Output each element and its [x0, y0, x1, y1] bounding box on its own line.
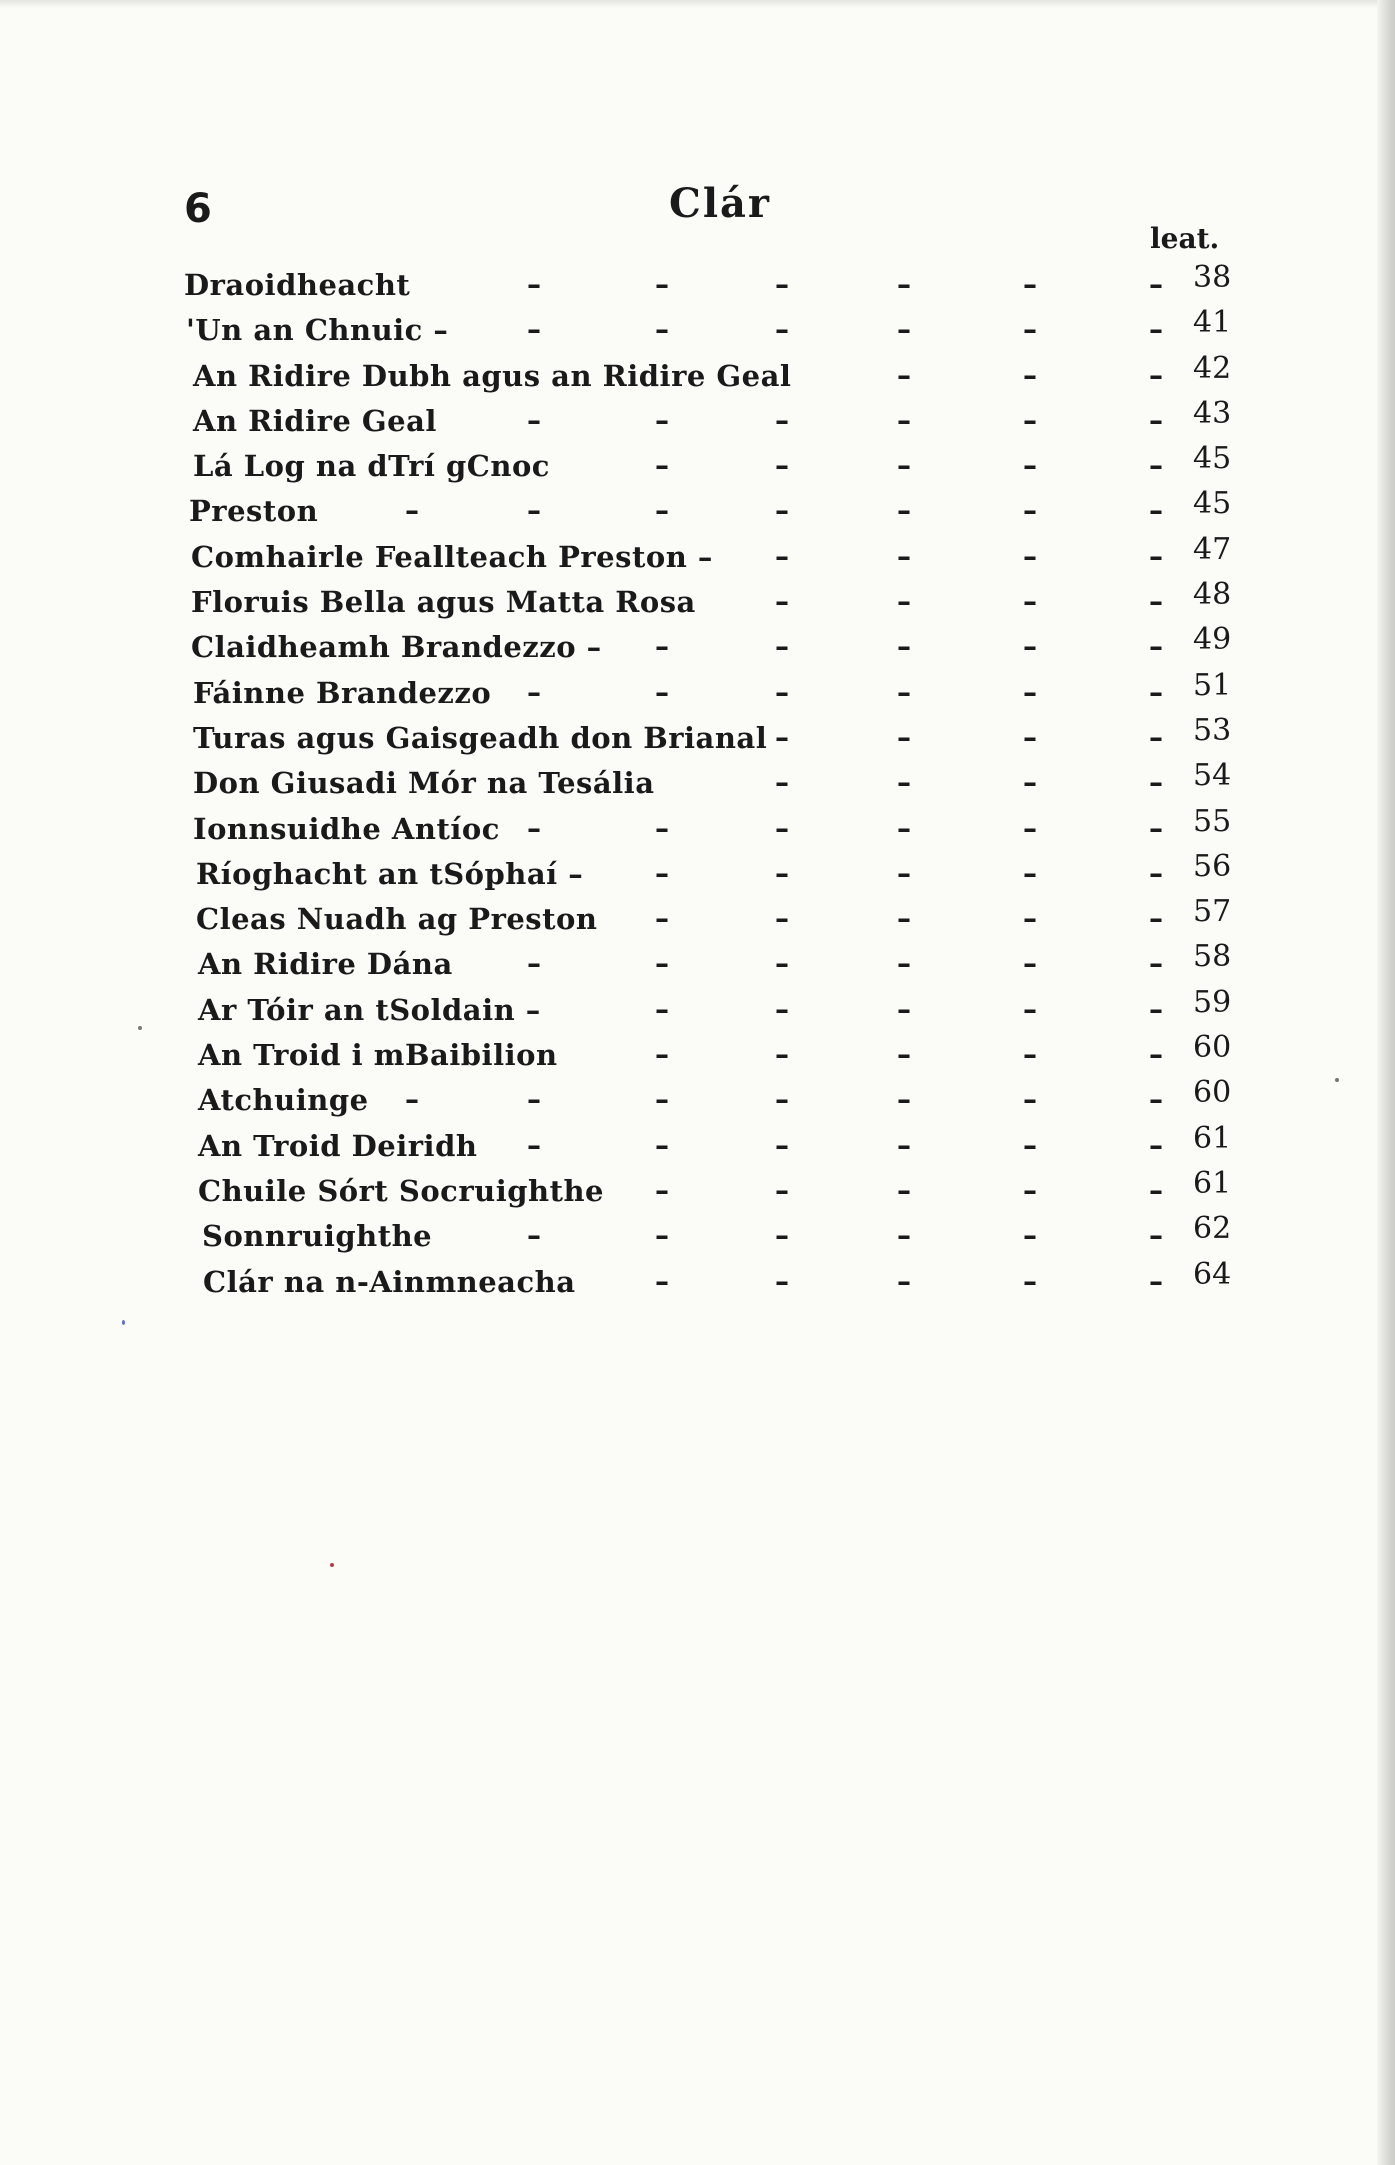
leader-dash: –	[897, 630, 911, 664]
page-title: Clár	[668, 180, 772, 227]
leader-dash: –	[775, 675, 789, 709]
leader-dash: –	[527, 811, 541, 845]
toc-row	[0, 1075, 1395, 1128]
leader-dash: –	[1149, 539, 1163, 573]
leader-dash: –	[655, 403, 669, 437]
leader-dash: –	[775, 313, 789, 347]
toc-page-number: 45	[1193, 486, 1232, 522]
leader-dash: –	[897, 1128, 911, 1162]
toc-entry-title: Comhairle Feallteach Preston –	[191, 539, 713, 574]
leader-dash: –	[1149, 992, 1163, 1026]
leader-dash: –	[897, 902, 911, 936]
leader-dash: –	[655, 1264, 669, 1298]
toc-entry-title: An Ridire Dubh agus an Ridire Geal	[193, 358, 792, 393]
toc-row	[0, 848, 1395, 902]
leader-dash: –	[1023, 1264, 1037, 1298]
leader-dash: –	[527, 1219, 541, 1253]
leader-dash: –	[775, 268, 789, 301]
leader-dash: –	[1023, 720, 1037, 754]
toc-row	[0, 712, 1395, 766]
paper-speck	[138, 1026, 142, 1030]
page-top-edge	[0, 0, 1395, 8]
leader-dash: –	[655, 449, 669, 483]
leader-dash: –	[1023, 1128, 1037, 1162]
leader-dash: –	[775, 720, 789, 754]
paper-speck	[1335, 1078, 1339, 1082]
leader-dash: –	[655, 675, 669, 709]
leader-dash: –	[1149, 358, 1163, 392]
leader-dash: –	[775, 811, 789, 845]
leader-dash: –	[1149, 720, 1163, 754]
leader-dash: –	[1149, 856, 1163, 890]
leader-dash: –	[1149, 449, 1163, 483]
toc-row	[0, 1120, 1395, 1174]
leader-dash: –	[775, 539, 789, 573]
leader-dash: –	[1149, 1173, 1163, 1207]
toc-page-number: 57	[1193, 894, 1232, 930]
leader-dash: –	[1023, 585, 1037, 619]
leader-dash: –	[1023, 992, 1037, 1026]
toc-row	[0, 350, 1395, 404]
leader-dash: –	[1023, 358, 1037, 392]
leader-dash: –	[1149, 630, 1163, 664]
leader-dash: –	[1023, 947, 1037, 981]
leader-dash: –	[1149, 1264, 1163, 1298]
leader-dash: –	[775, 1173, 789, 1207]
toc-page-number: 59	[1193, 984, 1232, 1020]
toc-page-number: 54	[1193, 758, 1232, 794]
leader-dash: –	[655, 811, 669, 845]
toc-page-number: 60	[1193, 1030, 1232, 1066]
toc-row	[0, 441, 1395, 494]
toc-row	[0, 1030, 1395, 1083]
toc-entry-title: 'Un an Chnuic –	[186, 313, 449, 348]
leader-dash: –	[1149, 268, 1163, 301]
leader-dash: –	[775, 1038, 789, 1072]
toc-entry-title: Clár na n-Ainmneacha	[203, 1264, 576, 1299]
leader-dash: –	[1023, 268, 1037, 301]
toc-entry-title: Atchuinge	[198, 1083, 369, 1118]
toc-page-number: 45	[1193, 441, 1232, 477]
leader-dash: –	[775, 1264, 789, 1298]
toc-row	[0, 531, 1395, 585]
toc-entry-title: Sonnruighthe	[202, 1219, 433, 1254]
leader-dash: –	[527, 1128, 541, 1162]
leader-dash: –	[1149, 675, 1163, 709]
toc-page-number: 62	[1193, 1211, 1232, 1247]
leader-dash: –	[775, 494, 789, 528]
leader-dash: –	[897, 720, 911, 754]
leader-dash: –	[1149, 902, 1163, 936]
leader-dash: –	[527, 947, 541, 981]
leader-dash: –	[1023, 630, 1037, 664]
toc-entry-title: Draoidheacht	[184, 268, 411, 302]
leader-dash: –	[1023, 1219, 1037, 1253]
leader-dash: –	[1149, 585, 1163, 619]
toc-page-number: 61	[1193, 1120, 1232, 1156]
toc-page-number: 43	[1193, 395, 1232, 431]
toc-entry-title: Fáinne Brandezzo	[193, 675, 492, 710]
leader-dash: –	[897, 403, 911, 437]
toc-entry-title: Lá Log na dTrí gCnoc	[193, 449, 550, 484]
toc-row	[0, 1165, 1395, 1219]
leader-dash: –	[527, 675, 541, 709]
toc-row	[0, 803, 1395, 857]
leader-dash: –	[1023, 539, 1037, 573]
leader-dash: –	[897, 539, 911, 573]
toc-row	[0, 622, 1395, 675]
toc-page-number: 42	[1193, 350, 1232, 386]
toc-row	[0, 758, 1395, 811]
toc-page-number: 64	[1193, 1256, 1232, 1292]
leader-dash: –	[655, 856, 669, 890]
leader-dash: –	[897, 675, 911, 709]
leader-dash: –	[527, 494, 541, 528]
leader-dash: –	[527, 1083, 541, 1117]
toc-page-number: 53	[1193, 712, 1232, 748]
toc-page-number: 55	[1193, 803, 1232, 839]
leader-dash: –	[1023, 766, 1037, 800]
leader-dash: –	[897, 766, 911, 800]
leader-dash: –	[897, 358, 911, 392]
leader-dash: –	[1023, 902, 1037, 936]
toc-row	[0, 894, 1395, 947]
toc-entry-title: An Troid Deiridh	[198, 1128, 478, 1163]
leader-dash: –	[1023, 449, 1037, 483]
toc-page-number: 41	[1193, 305, 1232, 341]
leader-dash: –	[897, 1264, 911, 1298]
leader-dash: –	[775, 630, 789, 664]
page-number: 6	[184, 186, 212, 232]
toc-row	[0, 984, 1395, 1038]
leader-dash: –	[1149, 811, 1163, 845]
leader-dash: –	[655, 902, 669, 936]
leader-dash: –	[1023, 856, 1037, 890]
leader-dash: –	[775, 585, 789, 619]
leader-dash: –	[897, 449, 911, 483]
toc-entry-title: Ríoghacht an tSóphaí –	[196, 856, 584, 891]
leader-dash: –	[775, 766, 789, 800]
leader-dash: –	[775, 403, 789, 437]
leader-dash: –	[1149, 1128, 1163, 1162]
leader-dash: –	[527, 313, 541, 347]
toc-entry-title: Don Giusadi Mór na Tesália	[193, 766, 655, 801]
paper-speck	[330, 1563, 334, 1567]
toc-row	[0, 577, 1395, 630]
toc-page-number: 60	[1193, 1075, 1232, 1111]
toc-entry-title: Ionnsuidhe Antíoc	[193, 811, 500, 846]
leader-dash: –	[897, 313, 911, 347]
leader-dash: –	[1149, 766, 1163, 800]
toc-row	[0, 1256, 1395, 1310]
toc-row	[0, 260, 1395, 313]
leader-dash: –	[655, 947, 669, 981]
leader-dash: –	[775, 992, 789, 1026]
leader-dash: –	[897, 268, 911, 301]
leader-dash: –	[775, 947, 789, 981]
toc-page-number: 61	[1193, 1165, 1232, 1201]
leader-dash: –	[655, 630, 669, 664]
toc-entry-title: Turas agus Gaisgeadh don Brianal	[193, 720, 768, 755]
leader-dash: –	[655, 992, 669, 1026]
leader-dash: –	[775, 902, 789, 936]
leader-dash: –	[1023, 811, 1037, 845]
toc-entry-title: Cleas Nuadh ag Preston	[196, 902, 598, 937]
toc-entry-title: Floruis Bella agus Matta Rosa	[191, 585, 696, 620]
toc-entry-title: Preston	[189, 494, 319, 529]
leader-dash: –	[897, 1083, 911, 1117]
toc-row	[0, 667, 1395, 721]
leader-dash: –	[1149, 1083, 1163, 1117]
toc-row	[0, 305, 1395, 358]
leader-dash: –	[1023, 1038, 1037, 1072]
leader-dash: –	[1023, 313, 1037, 347]
leader-dash: –	[655, 1083, 669, 1117]
leader-dash: –	[527, 403, 541, 437]
leader-dash: –	[527, 268, 541, 301]
leader-dash: –	[1149, 494, 1163, 528]
toc-page-number: 49	[1193, 622, 1232, 658]
toc-page-number: 58	[1193, 939, 1232, 975]
leader-dash: –	[775, 1083, 789, 1117]
leader-dash: –	[775, 856, 789, 890]
toc-entry-title: Chuile Sórt Socruighthe	[198, 1173, 605, 1208]
leader-dash: –	[655, 1219, 669, 1253]
toc-page-number: 51	[1193, 667, 1232, 703]
leader-dash: –	[1023, 1083, 1037, 1117]
leader-dash: –	[775, 1128, 789, 1162]
leader-dash: –	[1149, 947, 1163, 981]
leader-dash: –	[1149, 313, 1163, 347]
leader-dash: –	[655, 1038, 669, 1072]
paper-speck	[122, 1320, 125, 1325]
leader-dash: –	[1149, 1038, 1163, 1072]
leader-dash: –	[897, 947, 911, 981]
page-column-header: leat.	[1150, 222, 1220, 255]
toc-page-number: 47	[1193, 531, 1232, 567]
toc-row	[0, 395, 1395, 449]
leader-dash: –	[1023, 675, 1037, 709]
leader-dash: –	[1023, 494, 1037, 528]
toc-page-number: 38	[1193, 260, 1232, 295]
toc-row	[0, 1211, 1395, 1264]
toc-entry-title: Ar Tóir an tSoldain –	[198, 992, 541, 1027]
leader-dash: –	[655, 1173, 669, 1207]
leader-dash: –	[655, 268, 669, 301]
leader-dash: –	[655, 1128, 669, 1162]
leader-dash: –	[1023, 1173, 1037, 1207]
toc-entry-title: An Ridire Geal	[193, 403, 437, 438]
leader-dash: –	[405, 1083, 419, 1117]
leader-dash: –	[775, 449, 789, 483]
toc-row	[0, 486, 1395, 539]
toc-entry-title: An Troid i mBaibilion	[198, 1038, 558, 1073]
leader-dash: –	[775, 1219, 789, 1253]
leader-dash: –	[897, 992, 911, 1026]
leader-dash: –	[655, 313, 669, 347]
leader-dash: –	[897, 494, 911, 528]
leader-dash: –	[897, 811, 911, 845]
leader-dash: –	[405, 494, 419, 528]
leader-dash: –	[897, 1173, 911, 1207]
toc-page-number: 48	[1193, 577, 1232, 613]
leader-dash: –	[897, 1038, 911, 1072]
table-of-contents	[0, 260, 1395, 1310]
toc-entry-title: Claidheamh Brandezzo –	[191, 630, 602, 665]
toc-page-number: 56	[1193, 848, 1232, 884]
leader-dash: –	[1149, 1219, 1163, 1253]
toc-row	[0, 939, 1395, 992]
toc-entry-title: An Ridire Dána	[198, 947, 453, 982]
leader-dash: –	[655, 494, 669, 528]
leader-dash: –	[1149, 403, 1163, 437]
leader-dash: –	[897, 1219, 911, 1253]
leader-dash: –	[1023, 403, 1037, 437]
leader-dash: –	[897, 856, 911, 890]
leader-dash: –	[897, 585, 911, 619]
